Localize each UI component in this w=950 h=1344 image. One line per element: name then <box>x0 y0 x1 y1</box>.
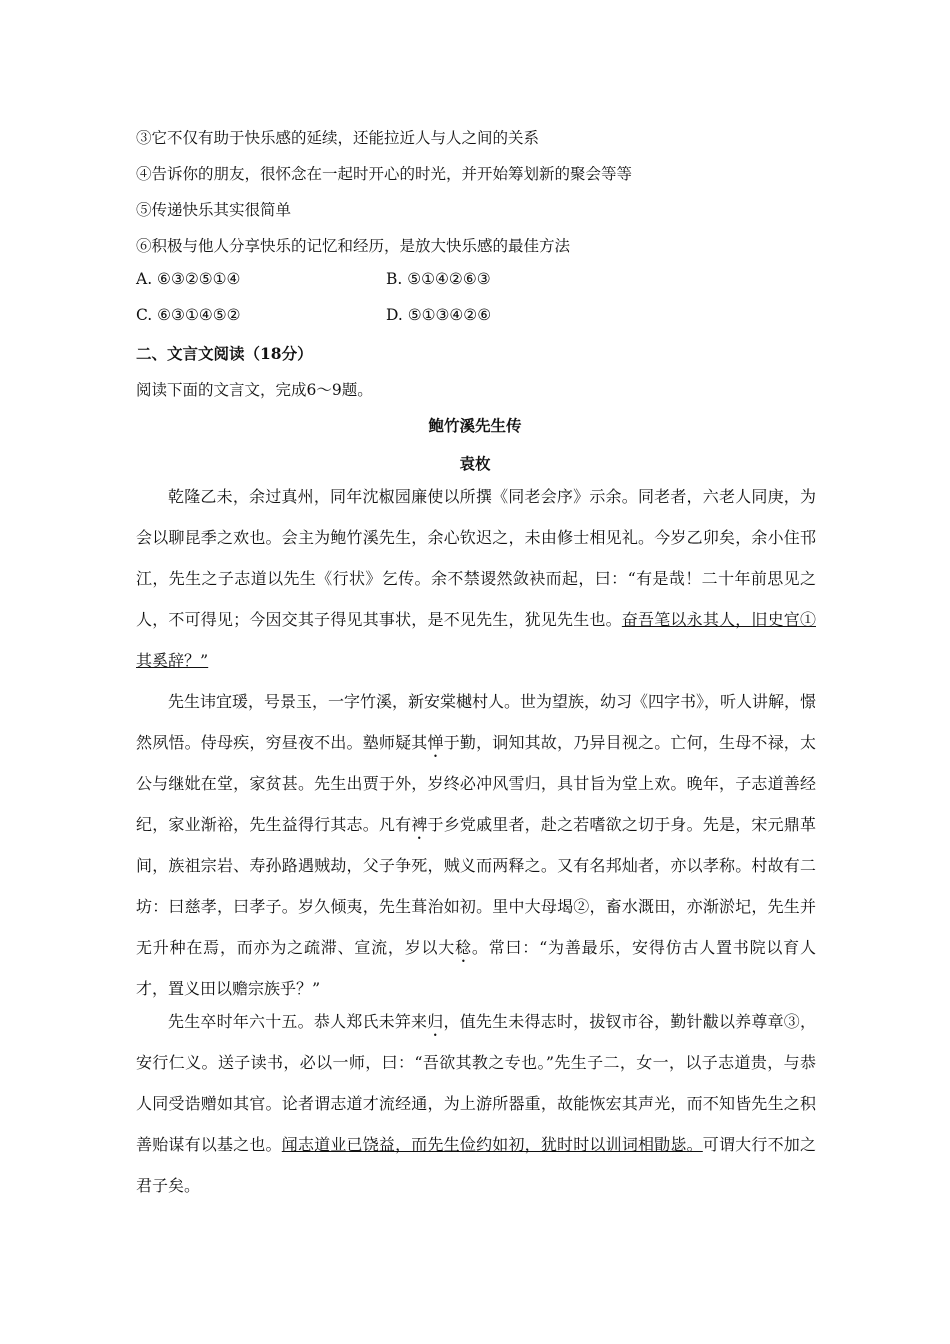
sentence-4: ④告诉你的朋友，很怀念在一起时开心的时光，并开始筹划新的聚会等等 <box>136 165 633 183</box>
paragraph-3 <box>136 1001 816 1206</box>
option-a: A. ⑥③②⑤①④ <box>136 270 241 288</box>
sentence-5: ⑤传递快乐其实很简单 <box>136 201 292 219</box>
article-author: 袁枚 <box>459 454 491 473</box>
option-c: C. ⑥③①④⑤② <box>136 306 241 324</box>
paragraph-3-text-a: 先生卒时年六十五。恭人郑氏未笄来 <box>168 1012 428 1031</box>
option-b: B. ⑤①④②⑥③ <box>386 270 491 288</box>
paragraph-1 <box>136 476 816 681</box>
section-heading: 二、文言文阅读（18分） <box>136 344 313 363</box>
paragraph-3-text-b: ，值先生未得志时，拔钗市谷，勤针黻以养尊章③，安行仁义。送子读书，必以一师，曰：“吾欲其教之专也。”先生子二，女一，以子志道贵，与恭人同受诰赠如其官。论者谓志道才流经通，为上游所器重，故能恢宏其声光，而不知皆先生之积善贻谋有以基之也。 <box>136 1012 816 1154</box>
paragraph-3-text-c: 可谓大行不加之君子矣。 <box>136 1135 816 1195</box>
sentence-6: ⑥积极与他人分享快乐的记忆和经历，是放大快乐感的最佳方法 <box>136 237 571 255</box>
paragraph-2-text-b: 于勤，诇知其故，乃异目视之。亡何，生母不禄，太公与继妣在堂，家贫甚。先生出贾于外，岁终必冲风雪归，具甘旨为堂上欢。晚年，子志道善经纪，家业渐裕，先生益得行其志。凡有 <box>136 733 816 834</box>
underlined-sentence-1: 奋吾笔以永其人，旧史官①其奚辞？” <box>136 610 816 670</box>
article-title: 鲍竹溪先生传 <box>428 416 522 435</box>
sentence-3: ③它不仅有助于快乐感的延续，还能拉近人与人之间的关系 <box>136 129 540 147</box>
dotted-char-4: 归 <box>427 1012 444 1031</box>
paragraph-2-text-a: 先生讳宜瑗，号景玉，一字竹溪，新安棠樾村人。世为望族，幼习《四字书》，听人讲解，憬然夙悟。侍母疾，穷昼夜不出。塾师疑其 <box>136 692 817 752</box>
paragraph-1-text: 乾隆乙未，余过真州，同年沈椒园廉使以所撰《同老会序》示余。同老者，六老人同庚，为会以聊昆季之欢也。会主为鲍竹溪先生，余心钦迟之，未由修士相见礼。今岁乙卯矣，余小住邗江，先生之子志道以先生《行状》乞传。余不禁谡然敛袂而起，曰：“有是哉！二十年前思见之人，不可得见；今因交其子得见其事状，是不见先生，犹见先生也。 <box>136 487 816 629</box>
paragraph-2 <box>136 681 816 1009</box>
paragraph-2-text-c: 于乡党戚里者，赴之若嗜欲之切于身。先是，宋元鼎革间，族祖宗岩、寿孙路遇贼劫，父子争死，贼义而两释之。又有名邦灿者，亦以孝称。村故有二坊：曰慈孝，曰孝子。岁久倾夷，先生葺治如初。里中大母堨②，畜水溉田，亦渐淤圮，先生并无升种在焉，而亦为之疏滞、宣流，岁以大 <box>136 815 816 957</box>
dotted-char-2: 裨 <box>411 815 428 834</box>
dotted-char-3: 稔 <box>455 938 472 957</box>
paragraph-2-text-d: 。常曰：“为善最乐，安得仿古人置书院以育人才，置义田以赡宗族乎？” <box>136 938 816 998</box>
section-instruction: 阅读下面的文言文，完成6～9题。 <box>136 381 373 399</box>
dotted-char-1: 惮 <box>427 733 444 752</box>
option-d: D. ⑤①③④②⑥ <box>386 306 492 324</box>
underlined-sentence-2: 闻志道业已饶益，而先生俭约如初，犹时时以训词相勖毖。 <box>281 1135 703 1154</box>
